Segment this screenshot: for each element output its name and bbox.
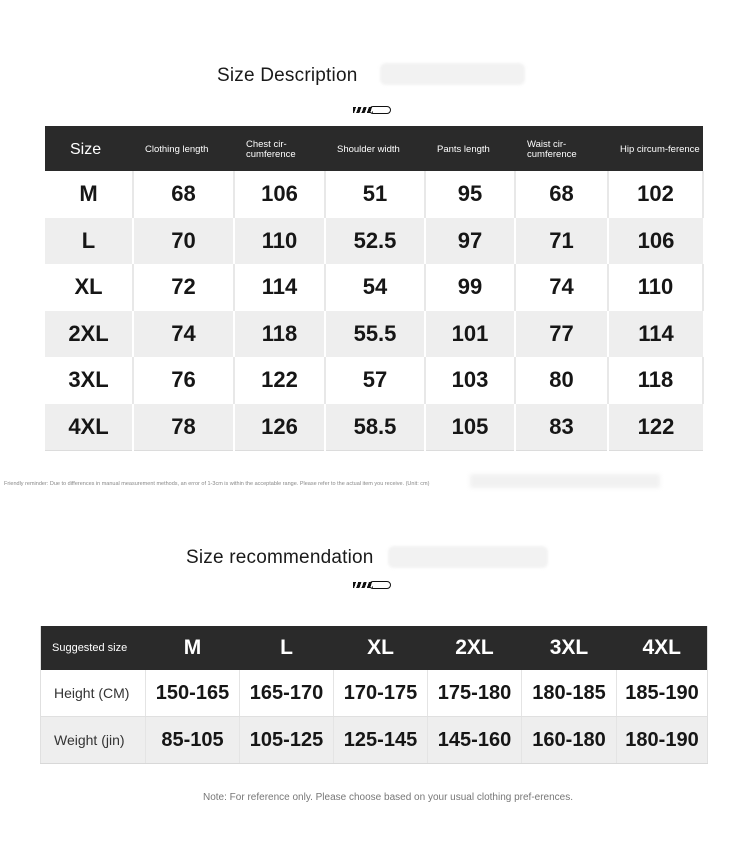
header-cell: Clothing length — [133, 126, 234, 171]
value-cell: 58.5 — [325, 404, 425, 451]
header-cell: Size — [45, 126, 133, 171]
header-cell: 3XL — [522, 626, 617, 670]
title-divider-icon — [353, 581, 391, 589]
title-divider-icon — [353, 106, 391, 114]
header-cell: M — [146, 626, 240, 670]
size-cell: L — [45, 218, 133, 265]
value-cell: 101 — [425, 311, 515, 358]
header-cell: L — [240, 626, 334, 670]
header-cell: Waist cir-cumference — [515, 126, 608, 171]
value-cell: 83 — [515, 404, 608, 451]
value-cell: 57 — [325, 357, 425, 404]
value-cell: 110 — [608, 264, 703, 311]
value-cell: 175-180 — [428, 670, 522, 717]
value-cell: 170-175 — [334, 670, 428, 717]
value-cell: 106 — [234, 171, 325, 218]
value-cell: 76 — [133, 357, 234, 404]
value-cell: 72 — [133, 264, 234, 311]
size-recommendation-title: Size recommendation — [186, 547, 374, 568]
table-row — [41, 717, 708, 764]
value-cell: 105-125 — [240, 717, 334, 764]
value-cell: 54 — [325, 264, 425, 311]
value-cell: 110 — [234, 218, 325, 265]
value-cell: 51 — [325, 171, 425, 218]
recommendation-header — [41, 626, 708, 670]
value-cell: 114 — [608, 311, 703, 358]
value-cell: 68 — [515, 171, 608, 218]
value-cell: 80 — [515, 357, 608, 404]
value-cell: 99 — [425, 264, 515, 311]
ghost-text-decoration — [388, 546, 548, 568]
value-cell: 71 — [515, 218, 608, 265]
header-cell: 2XL — [428, 626, 522, 670]
size-cell: 2XL — [45, 311, 133, 358]
value-cell: 70 — [133, 218, 234, 265]
header-cell: Shoulder width — [325, 126, 425, 171]
ghost-text-decoration — [470, 474, 660, 488]
header-cell: Suggested size — [41, 626, 146, 670]
size-table — [45, 126, 704, 451]
value-cell: 55.5 — [325, 311, 425, 358]
value-cell: 85-105 — [146, 717, 240, 764]
reference-note: Note: For reference only. Please choose based on your usual clothing pref-erences. — [203, 792, 574, 803]
value-cell: 160-180 — [522, 717, 617, 764]
value-cell: 185-190 — [617, 670, 708, 717]
table-row — [45, 264, 703, 311]
size-table-header — [45, 126, 703, 171]
size-description-title: Size Description — [217, 65, 358, 86]
value-cell: 97 — [425, 218, 515, 265]
size-cell: 4XL — [45, 404, 133, 451]
table-row — [45, 218, 703, 265]
value-cell: 145-160 — [428, 717, 522, 764]
value-cell: 122 — [234, 357, 325, 404]
header-cell: Hip circum-ference — [608, 126, 703, 171]
value-cell: 150-165 — [146, 670, 240, 717]
value-cell: 78 — [133, 404, 234, 451]
value-cell: 74 — [515, 264, 608, 311]
value-cell: 165-170 — [240, 670, 334, 717]
table-row — [41, 670, 708, 717]
measurement-reminder: Friendly reminder: Due to differences in manual measurement methods, an error of 1-3cm is within the acceptable range. Please refer to the actual item you receive. (Unit: cm) — [4, 481, 430, 487]
value-cell: 122 — [608, 404, 703, 451]
table-row — [45, 357, 703, 404]
value-cell: 125-145 — [334, 717, 428, 764]
size-cell: 3XL — [45, 357, 133, 404]
size-recommendation-table — [40, 626, 708, 764]
ghost-text-decoration — [380, 63, 525, 85]
value-cell: 118 — [234, 311, 325, 358]
value-cell: 68 — [133, 171, 234, 218]
size-cell: M — [45, 171, 133, 218]
row-label: Height (CM) — [41, 670, 146, 717]
table-row — [45, 404, 703, 451]
value-cell: 102 — [608, 171, 703, 218]
header-cell: 4XL — [617, 626, 708, 670]
value-cell: 118 — [608, 357, 703, 404]
row-label: Weight (jin) — [41, 717, 146, 764]
header-cell: XL — [334, 626, 428, 670]
value-cell: 74 — [133, 311, 234, 358]
value-cell: 114 — [234, 264, 325, 311]
size-cell: XL — [45, 264, 133, 311]
value-cell: 95 — [425, 171, 515, 218]
table-row — [45, 311, 703, 358]
value-cell: 105 — [425, 404, 515, 451]
table-row — [45, 171, 703, 218]
header-cell: Chest cir-cumference — [234, 126, 325, 171]
value-cell: 52.5 — [325, 218, 425, 265]
value-cell: 126 — [234, 404, 325, 451]
value-cell: 106 — [608, 218, 703, 265]
header-cell: Pants length — [425, 126, 515, 171]
value-cell: 103 — [425, 357, 515, 404]
value-cell: 77 — [515, 311, 608, 358]
value-cell: 180-190 — [617, 717, 708, 764]
value-cell: 180-185 — [522, 670, 617, 717]
